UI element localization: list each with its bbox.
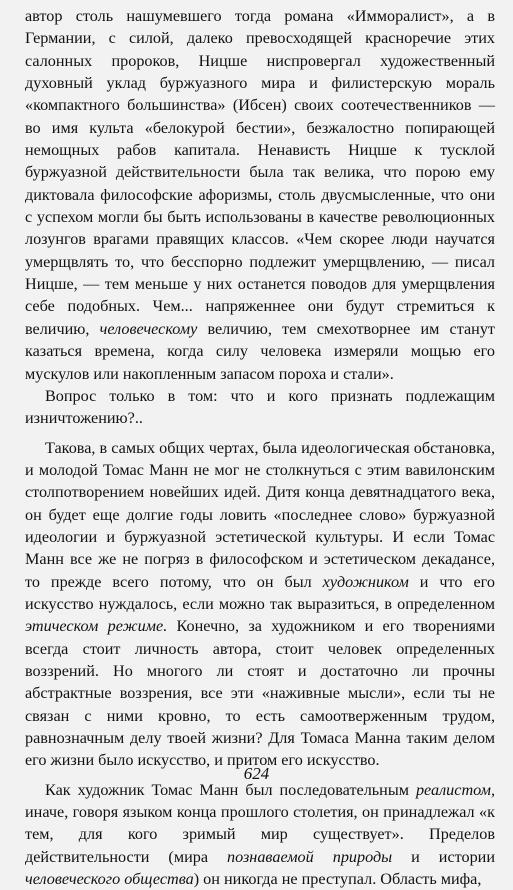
italic-phrase: познаваемой природы [227, 847, 393, 866]
italic-phrase: этическом режиме. [25, 617, 168, 636]
italic-phrase: художником [322, 572, 409, 591]
body-text [25, 5, 495, 890]
text-run: и истории [392, 847, 495, 866]
italic-phrase: человеческого общества [25, 870, 194, 889]
text-run: иначе, говоря языком конца прошлого столетия, он принадлежал «к тем, для кого зримый мир существует». Пределов действительности (мира [25, 803, 495, 866]
page-number: 624 [243, 764, 270, 783]
italic-phrase: реалистом, [415, 780, 495, 799]
text-run: Вопрос только в том: что и кого признать подлежащим изничтожению?.. [25, 386, 495, 428]
text-run: Как художник Томас Манн был последовательным [45, 780, 416, 799]
text-run: величию, тем смехотворнее им станут казаться времена, когда силу человека измеряли мощью его мускулов или накопленным запасом пороха и стали». [25, 319, 495, 383]
paragraph-3 [25, 437, 495, 772]
text-run: ) он никогда не преступал. Область мифа, [193, 870, 482, 889]
text-run: Такова, в самых общих чертах, была идеологическая обстановка, и молодой Томас Манн не мог не столкнуться с этим вавилонским столпотворением новейших идей. Дитя конца девятнадцатого века, он будет еще долгие годы ловить «последнее слово» буржуазной идеологии и буржуазной эстетической культуры. И если Томас Манн все же не погряз в философском и эстетическом декадансе, то прежде всего потому, что он был [25, 438, 495, 591]
text-run: Конечно, за художником и его творениями всегда стоит личность автора, стоит человек определенных воззрений. Но многого ли стоят и достаточно ли прочны абстрактные воззрения, все эти «наживные мысли», если ты не связан с ними кровно, то есть самоотверженным трудом, равнозначным делу твоей жизни? Для Томаса Манна таким делом его жизни было искусство, и притом его искусство. [25, 617, 496, 770]
paragraph-1 [25, 5, 495, 385]
text-run: и что его искусство нуждалось, если можно так выразиться, в определенном [25, 572, 495, 613]
text-run: автор столь нашумевшего тогда романа «Имморалист», а в Германии, с силой, далеко превосходящей красноречие этих салонных пророков, Ницше ниспровергал художественный духовный уклад буржуазного мира и филистерскую мораль «компактного большинства» (Ибсен) своих соотечественников — во имя культа «белокурой бестии», безжалостно попирающей немощных рабов капитала. Ненависть Ницше к тусклой буржуазной действительности была так велика, что порою ему диктовала философские афоризмы, столь двусмысленные, что они с успехом могли бы быть использованы в качестве революционных лозунгов врагами правящих классов. «Чем скорее люди научатся умерщвлять то, что бесспорно подлежит умерщвлению, — писал Ницше, — тем меньше у них останется поводов для умерщвления себе подобных. Чем... напряженнее они будут стремиться к величию, [25, 7, 495, 338]
paragraph-4 [25, 779, 495, 890]
italic-phrase: человеческому [99, 319, 198, 338]
paragraph-2 [25, 385, 495, 430]
